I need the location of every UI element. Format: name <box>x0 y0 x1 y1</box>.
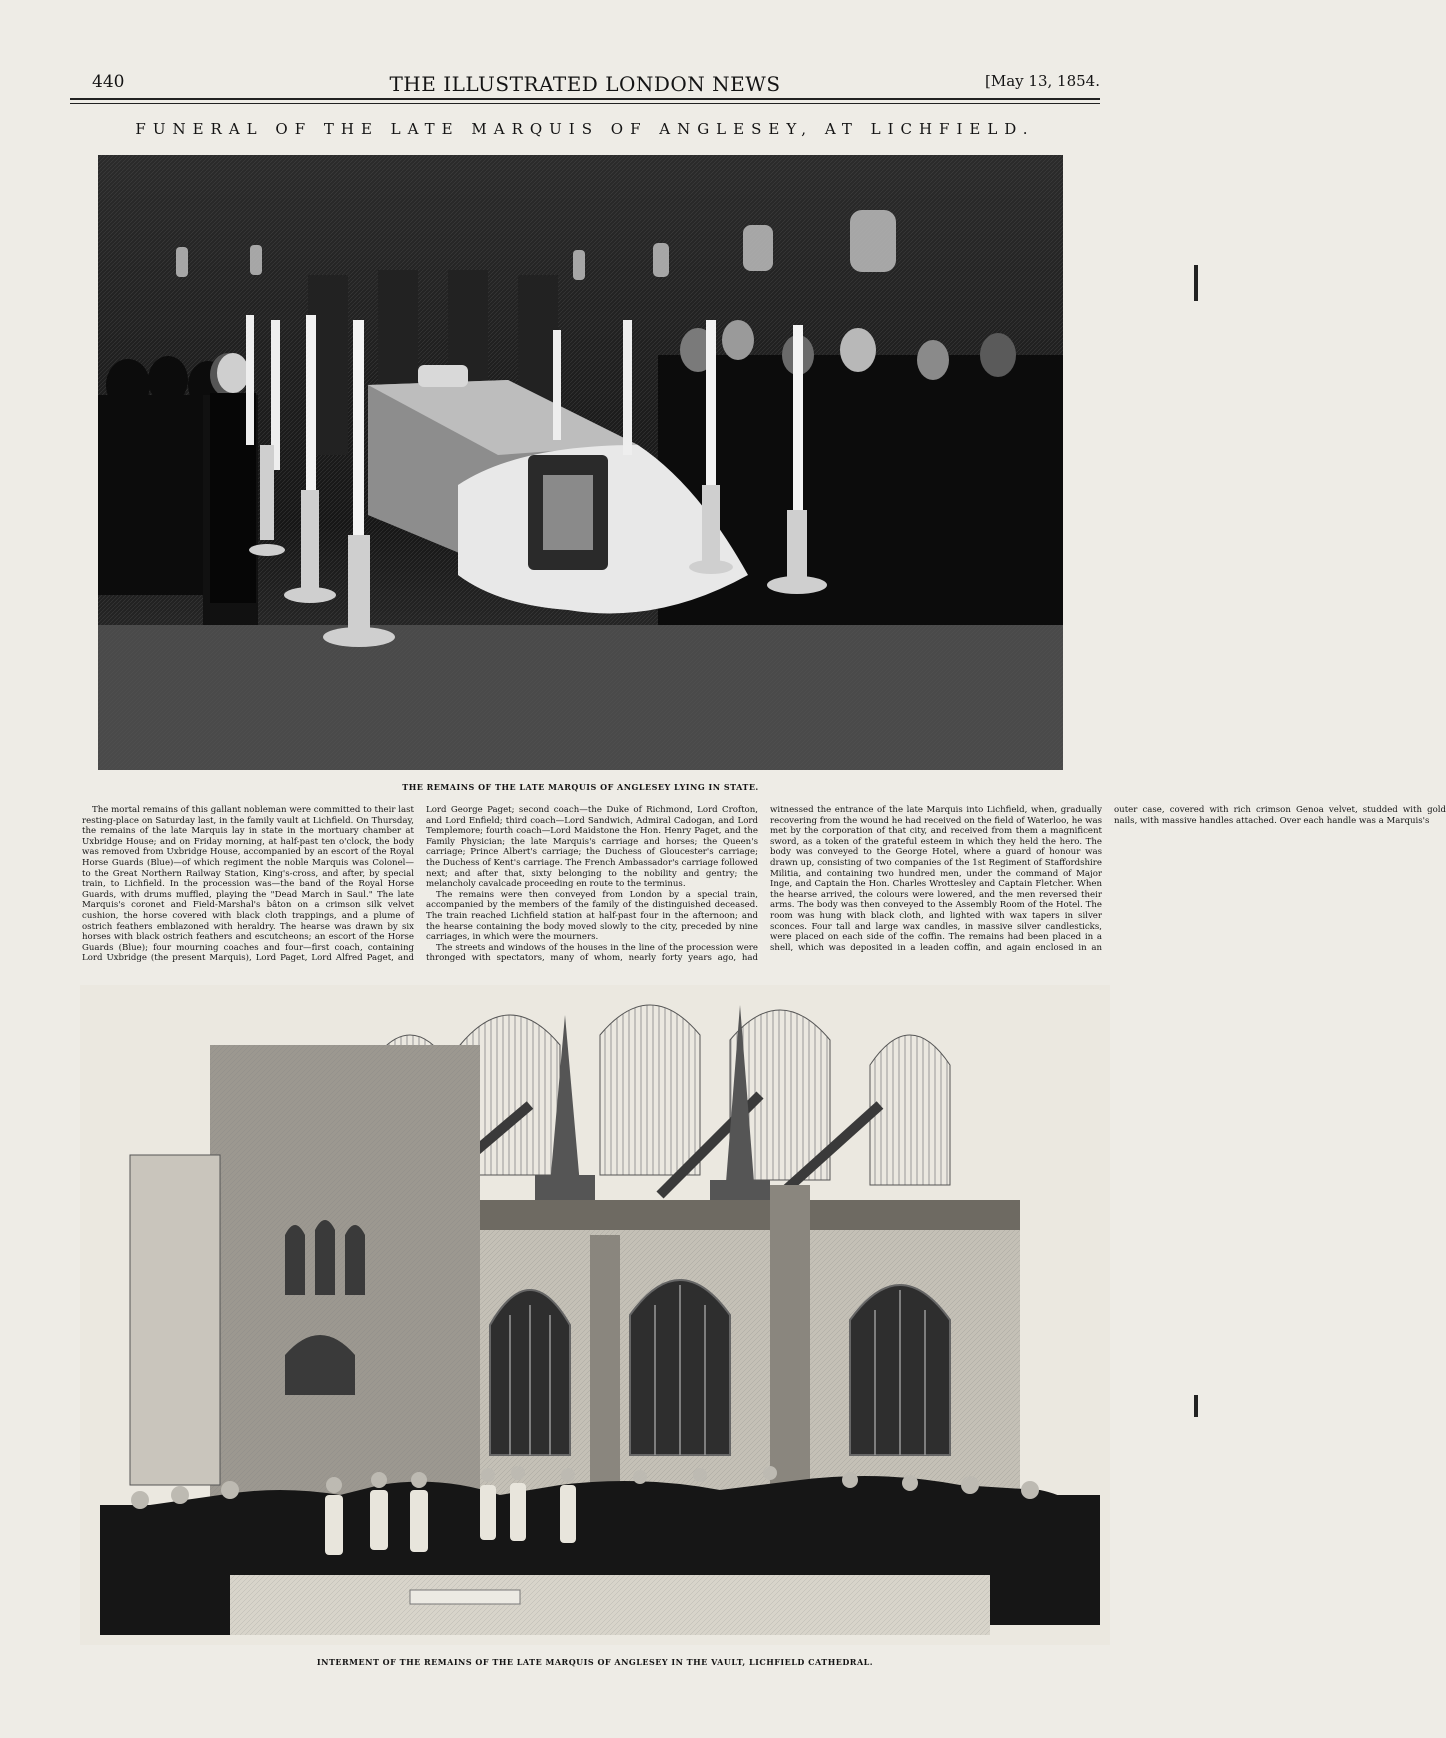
page-header <box>70 72 1100 98</box>
bottom-illustration-caption: INTERMENT OF THE REMAINS OF THE LATE MARQUIS OF ANGLESEY IN THE VAULT, LICHFIELD CATHEDRAL. <box>316 1657 874 1667</box>
header-rule-thin <box>70 103 1100 104</box>
page-edge-mark <box>1194 265 1198 301</box>
top-illustration-caption: THE REMAINS OF THE LATE MARQUIS OF ANGLESEY LYING IN STATE. <box>402 782 759 792</box>
page-number: 440 <box>92 72 125 92</box>
page-edge-mark <box>1194 1395 1198 1417</box>
body-paragraph: The remains were then conveyed from London by a special train, accompanied by the members of the family of the distinguished deceased. The train reached Lichfield station at half-past four in the afternoon; and the hearse containing the body moved slowly to the city, preceded by nine carriages, in which were the mourners. <box>426 889 758 943</box>
lying-in-state-engraving <box>98 155 1063 770</box>
article-body <box>82 805 1446 973</box>
header-rule <box>70 98 1100 100</box>
cathedral-interment-engraving <box>80 985 1110 1645</box>
body-paragraph: The streets and windows of the houses in the line of the procession were thronged with spectators, many of whom, nearly forty years ago, had witnessed the entrance of the late Marquis into Lichfield, when, gradually recovering from the wound he had received on the field of Waterloo, he was met by the corporation of that city, and received from them a magnificent sword, as a token of the grateful esteem in which they held the hero. The body was conveyed to the George Hotel, where a guard of honour was drawn up, consisting of two companies of the 1st Regiment of Staffordshire Militia, and containing two hundred men, under the command of Major Inge, and Captain the Hon. Charles Wrottesley and Captain Fletcher. When the hearse arrived, the colours were lowered, and the men reversed their arms. The body was then conveyed to the Assembly Room of the Hotel. The room was hung with black cloth, and lighted with wax tapers in silver sconces. Four tall and large wax candles, in massive silver candlesticks, were placed on each side of the coffin. The remains had been placed in a shell, which was deposited in a leaden coffin, and again enclosed in an outer case, covered with rich crimson Genoa velvet, studded with gold nails, with massive handles attached. Over each handle was a Marquis's <box>426 805 1446 964</box>
issue-date: [May 13, 1854. <box>985 72 1100 90</box>
body-paragraph: The mortal remains of this gallant nobleman were committed to their last resting-place on Saturday last, in the family vault at Lichfield. On Thursday, the remains of the late Marquis lay in state in the mortuary chamber at Uxbridge House; and on Friday morning, at half-past ten o'clock, the body was removed from Uxbridge House, accompanied by an escort of the Royal Horse Guards (Blue)—of which regiment the noble Marquis was Colonel—to the Great Northern Railway Station, King's-cross, and after, by special train, to Lichfield. In the procession was—the band of the Royal Horse Guards, with drums muffled, playing the "Dead March in Saul." The late Marquis's coronet and Field-Marshal's bâton on a crimson silk velvet cushion, the horse covered with black cloth trappings, and a plume of ostrich feathers emblazoned with heraldry. The hearse was drawn by six horses with black ostrich feathers and escutcheons; an escort of the Horse Guards (Blue); four mourning coaches and four—first coach, containing Lord Uxbridge (the present Marquis), Lord Paget, Lord Alfred Paget, and Lord George Paget; second coach—the Duke of Richmond, Lord Crofton, and Lord Enfield; third coach—Lord Sandwich, Admiral Cadogan, and Lord Templemore; fourth coach—Lord Maidstone the Hon. Henry Paget, and the Family Physician; the late Marquis's carriage and horses; the Queen's carriage; Prince Albert's carriage; the Duchess of Gloucester's carriage; the Duchess of Kent's carriage. The French Ambassador's carriage followed next; and after that, sixty belonging to the nobility and gentry; the melancholy cavalcade proceeding en route to the terminus. <box>82 805 758 964</box>
article-title: FUNERAL OF THE LATE MARQUIS OF ANGLESEY, AT LICHFIELD. <box>135 120 1035 138</box>
masthead: THE ILLUSTRATED LONDON NEWS <box>389 72 781 96</box>
